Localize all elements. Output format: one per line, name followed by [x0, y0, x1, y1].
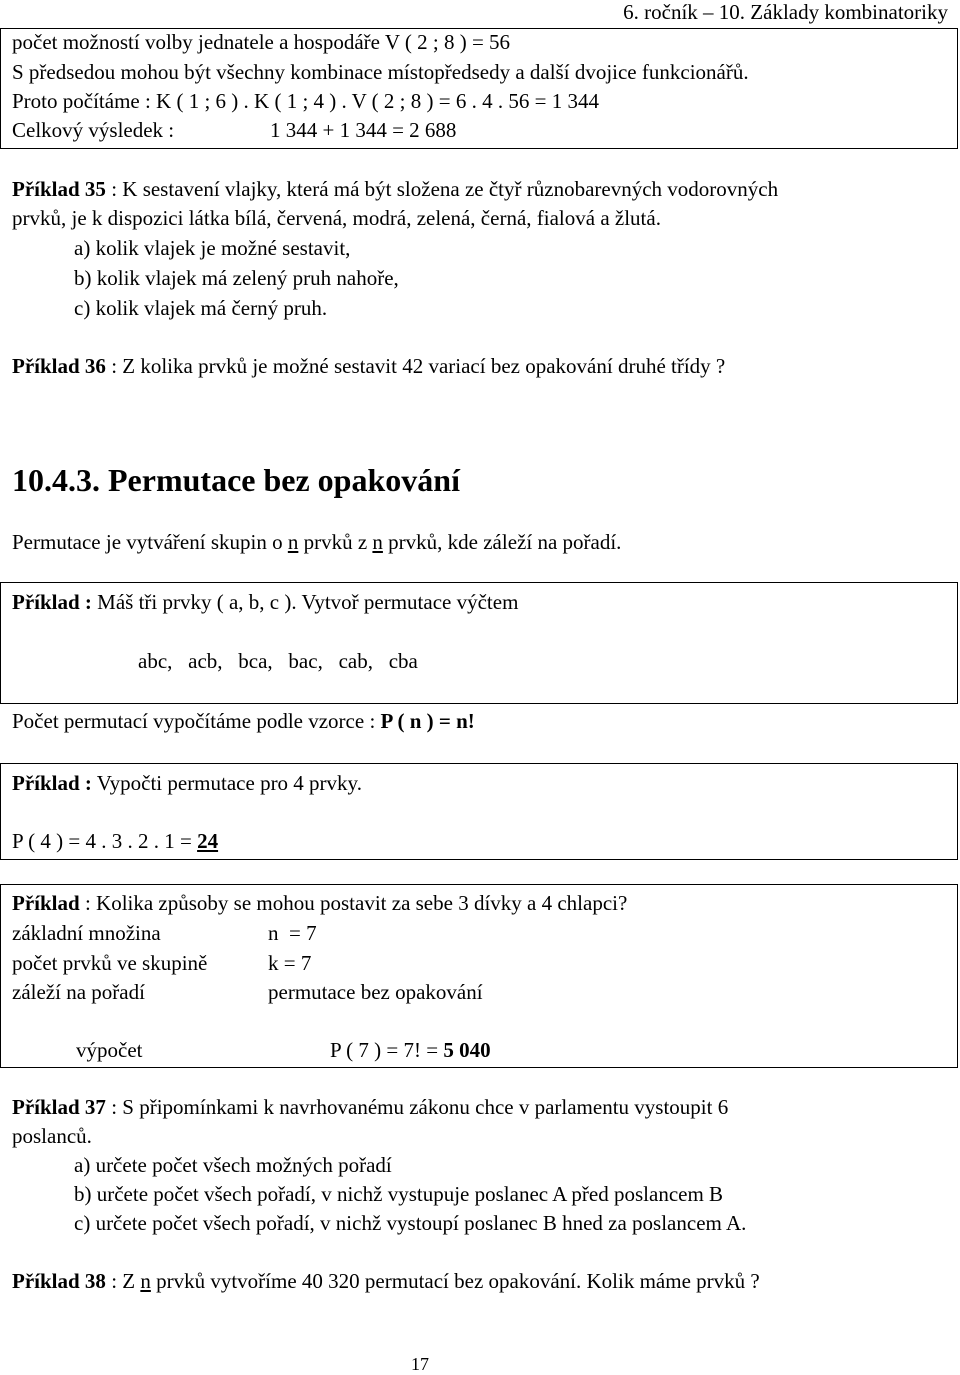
example-37-b: b) určete počet všech pořadí, v nichž vystupuje poslanec A před poslancem B [74, 1182, 724, 1206]
box4-row3-label: záleží na pořadí [12, 980, 145, 1004]
page-header: 6. ročník – 10. Základy kombinatoriky [623, 0, 948, 24]
box4-task [12, 891, 627, 916]
box4-row2-value: k = 7 [268, 951, 312, 975]
box3-result: 24 [197, 829, 219, 853]
box1-line3: Proto počítáme : K ( 1 ; 6 ) . K ( 1 ; 4 ) . V ( 2 ; 8 ) = 6 . 4 . 56 = 1 344 [12, 89, 599, 113]
example-35-text-2: prvků, je k dispozici látka bílá, červená, modrá, zelená, černá, fialová a žlutá. [12, 206, 661, 230]
example-36-text: : Z kolika prvků je možné sestavit 42 variací bez opakování druhé třídy ? [105, 354, 726, 378]
formula-line [12, 709, 475, 734]
example-37-a: a) určete počet všech možných pořadí [74, 1153, 392, 1177]
example-37-label: Příklad 37 [12, 1095, 106, 1119]
box4-calc-label: výpočet [76, 1038, 143, 1062]
box4-row1-label: základní množina [12, 921, 161, 945]
box1-line1: počet možností volby jednatele a hospodáře V ( 2 ; 8 ) = 56 [12, 30, 511, 54]
example-35-text: : K sestavení vlajky, která má být složena ze čtyř různobarevných vodorovných [105, 177, 779, 201]
example-38-label: Příklad 38 [12, 1269, 106, 1293]
example-35-a: a) kolik vlajek je možné sestavit, [74, 236, 351, 260]
example-35-b: b) kolik vlajek má zelený pruh nahoře, [74, 266, 399, 290]
box2-task [12, 590, 518, 615]
example-35 [12, 177, 778, 202]
box2-text: Máš tři prvky ( a, b, c ). Vytvoř permutace výčtem [91, 590, 519, 614]
box4-calc-result: 5 040 [443, 1038, 491, 1062]
box3-label: Příklad : [12, 771, 92, 795]
box2-list: abc, acb, bca, bac, cab, cba [138, 649, 418, 673]
example-37-text: : S připomínkami k navrhovanému zákonu chce v parlamentu vystoupit 6 [105, 1095, 729, 1119]
formula-bold: P ( n ) = n! [380, 709, 475, 733]
section-title: 10.4.3. Permutace bez opakování [12, 462, 460, 498]
example-37 [12, 1095, 728, 1120]
example-35-c: c) kolik vlajek má černý pruh. [74, 296, 328, 320]
box3-text: Vypočti permutace pro 4 prvky. [91, 771, 362, 795]
box2-label: Příklad : [12, 590, 92, 614]
formula-text: Počet permutací vypočítáme podle vzorce : [12, 709, 381, 733]
example-36-label: Příklad 36 [12, 354, 106, 378]
example-35-label: Příklad 35 [12, 177, 106, 201]
box4-row2-label: počet prvků ve skupině [12, 951, 208, 975]
box4-text: : Kolika způsoby se mohou postavit za sebe 3 dívky a 4 chlapci? [79, 891, 628, 915]
example-38: Příklad 38 : Z n prvků vytvoříme 40 320 permutací bez opakování. Kolik máme prvků ? [12, 1269, 760, 1293]
box3-calc: P ( 4 ) = 4 . 3 . 2 . 1 = 24 [12, 829, 219, 853]
example-37-c: c) určete počet všech pořadí, v nichž vystoupí poslanec B hned za poslancem A. [74, 1211, 747, 1235]
box4-label: Příklad [12, 891, 80, 915]
example-36 [12, 354, 725, 379]
box1-total-label: Celkový výsledek : [12, 118, 175, 142]
box1-total-value: 1 344 + 1 344 = 2 688 [270, 118, 457, 142]
box3-task [12, 771, 362, 796]
example-37-text-2: poslanců. [12, 1124, 92, 1148]
box1-line2: S předsedou mohou být všechny kombinace místopředsedy a další dvojice funkcionářů. [12, 60, 749, 84]
box4-row3-value: permutace bez opakování [268, 980, 483, 1004]
definition: Permutace je vytváření skupin o n prvků z n prvků, kde záleží na pořadí. [12, 530, 622, 554]
box4-calc: P ( 7 ) = 7! = 5 040 [330, 1038, 491, 1062]
box4-row1-value: n = 7 [268, 921, 317, 945]
page-number: 17 [411, 1354, 429, 1374]
